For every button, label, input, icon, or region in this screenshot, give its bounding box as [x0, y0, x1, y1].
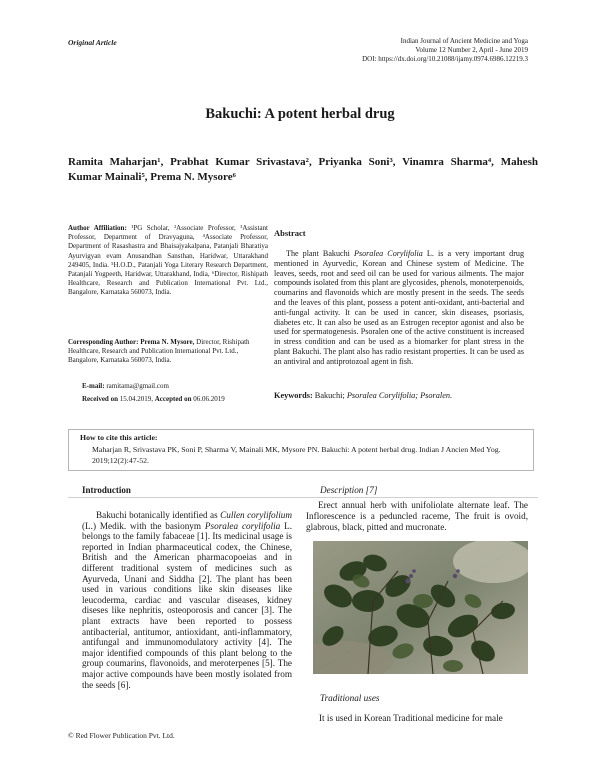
- section-divider: [68, 497, 538, 498]
- copyright-footer: © Red Flower Publication Pvt. Ltd.: [68, 731, 175, 740]
- affiliation-text: ¹PG Scholar, ²Associate Professor, ³Assistant Professor, Department of Dravyaguna, ⁴Associate Professor, Department of Rasashastra and Bhaisajyakalpana, Patanjali Bharatiya Ayurvigyan evam Anusandhan Sansthan, Haridwar, Uttarakhand 249405, India. ⁵H.O.D., Patanjali Yoga Literary Research Department, Patanjali Yogpeeth, Haridwar, Uttarakhand, India, ⁶Director, Rishipath Healthcare, Research and Publication International Pvt. Ltd., Bangalore, Karnataka 560073, India.: [68, 224, 269, 297]
- abstract-body: [274, 249, 524, 367]
- email-line: [82, 382, 169, 390]
- author-affiliation: [68, 224, 268, 298]
- description-heading: Description [7]: [320, 485, 378, 495]
- intro-text-3: L. belongs to the family fabaceae [1]. Its medicinal usage is reported in Indian pharmaceutical codex, the Chinese, British and the American pharmacopoeias and in different traditional system of medicines such as Ayurveda, Unani and Siddha [2]. The plant has been used in various conditions like skin diseases like leucoderma, cardiac and vascular diseases, kidney diseses like nephritis, osteoporosis and cancer [3]. The plant extracts have been reported to possess antibacterial, antitumor, antioxidant, anti-inflammatory, antifungal and immunomodulatory activity [4]. The major identified compounds of this plant belong to the group coumarins, flavonoids, and meroterpenes [5]. The major active compounds have been mostly isolated from the seeds [6].: [82, 520, 292, 690]
- abstract-text-2: L. is a very important drug mentioned in Ayurvedic, Korean and Chinese system of Medicine. The leaves, seeds, root and seed oil can be used for various ailments. The major compounds isolated from this plant are glycosides, phenols, monoterpenoids, coumarins and flavonoids which are mostly present in the seeds. The seeds and the leaves of this plant, possess a potent anti-oxidant, anti-bacterial and anti-fungal activity. It can be used in cancer, skin diseases, psoriasis, diabetes etc. It can also be used as an Estrogen receptor agonist and also be used for spermatogenesis. Psoralen one of the active constituent is increased in stress condition and can be used as a biomarker for plant stress in the plant Bakuchi. The plant also has radio resistant properties. It can be used as an antiviral and antiprotozoal agent in fish.: [274, 249, 524, 366]
- journal-name: Indian Journal of Ancient Medicine and Yoga: [400, 37, 528, 45]
- email-value[interactable]: ramitama@gmail.com: [104, 382, 169, 390]
- citation-heading: How to cite this article:: [80, 433, 158, 442]
- affiliation-label: Author Affiliation:: [68, 224, 127, 232]
- abstract-heading: Abstract: [274, 228, 306, 238]
- intro-species-2: Psoralea corylifolia: [204, 520, 281, 531]
- keywords-italic: Psoralea Corylifolia; Psoralen.: [346, 391, 453, 400]
- received-label: Received on: [82, 395, 118, 403]
- keywords: [274, 391, 524, 400]
- journal-info: [268, 37, 528, 64]
- abstract-text-1: The plant Bakuchi: [286, 249, 354, 258]
- description-body: Erect annual herb with unifoliolate alternate leaf. The Inflorescence is a peduncled raceme, The fruit is ovoid, glabrous, black, pitted and mucronate.: [306, 500, 528, 532]
- intro-species-1: Cullen corylifolium: [220, 510, 292, 520]
- article-type: Original Article: [68, 38, 117, 47]
- traditional-uses-heading: Traditional uses: [320, 693, 380, 703]
- citation-text: Maharjan R, Srivastava PK, Soni P, Sharma V, Mainali MK, Mysore PN. Bakuchi: A potent herbal drug. Indian J Ancien Med Yog. 2019;12(2):47-52.: [92, 445, 501, 465]
- accepted-label: Accepted on: [154, 395, 192, 403]
- introduction-body: [82, 510, 292, 690]
- journal-volume: Volume 12 Number 2, April - June 2019: [415, 46, 528, 54]
- email-label: E-mail:: [82, 382, 105, 390]
- abstract-species: Psoralea Corylifolia: [354, 249, 423, 258]
- intro-text-2: (L.) Medik. with the basionym: [82, 520, 205, 531]
- corresponding-author: [68, 338, 268, 366]
- traditional-uses-body: It is used in Korean Traditional medicine for male: [319, 713, 503, 723]
- corresponding-text: Director, Rishipath Healthcare, Research and Publication International Pvt. Ltd., Bangalore, Karnataka 560073, India.: [68, 338, 250, 365]
- intro-text-1: Bakuchi botanically identified as: [96, 510, 221, 520]
- journal-doi[interactable]: DOI: https://dx.doi.org/10.21088/ijamy.0974.6986.12219.3: [362, 55, 528, 63]
- corresponding-label: Corresponding Author: Prema N. Mysore,: [68, 338, 195, 346]
- plant-photo-graphic: [313, 541, 528, 674]
- received-value: 15.04.2019,: [117, 395, 155, 403]
- paper-title: Bakuchi: A potent herbal drug: [205, 106, 395, 122]
- plant-photo: [313, 541, 528, 674]
- author-list: Ramita Maharjan¹, Prabhat Kumar Srivastava², Priyanka Soni³, Vinamra Sharma⁴, Mahesh Kumar Mainali⁵, Prema N. Mysore⁶: [68, 156, 538, 183]
- introduction-heading: Introduction: [82, 485, 131, 495]
- keywords-label: Keywords:: [274, 391, 313, 400]
- keywords-plain: Bakuchi;: [312, 391, 347, 400]
- received-line: [82, 395, 225, 403]
- accepted-value: 06.06.2019: [191, 395, 225, 403]
